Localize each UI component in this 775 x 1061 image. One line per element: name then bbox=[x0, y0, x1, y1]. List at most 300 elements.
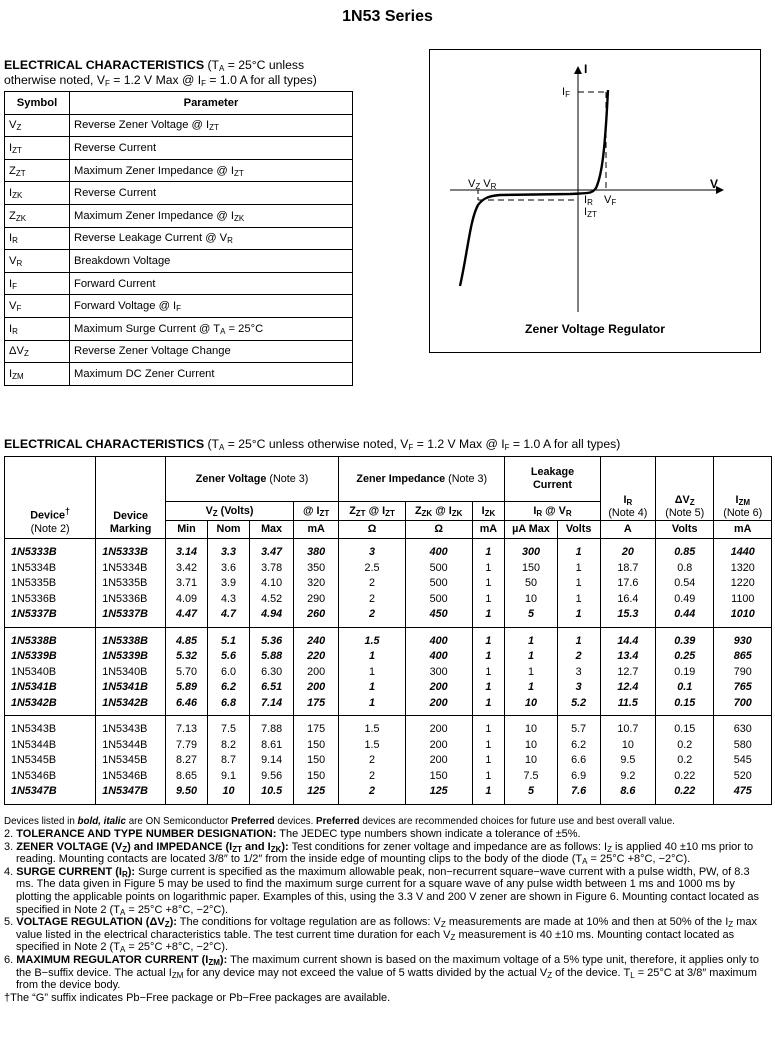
value-cell: 700 bbox=[714, 696, 772, 716]
value-cell: 350 bbox=[294, 561, 339, 577]
value-cell: 3.47 bbox=[250, 539, 294, 561]
value-cell: 1.5 bbox=[339, 716, 406, 738]
value-cell: 0.85 bbox=[656, 539, 714, 561]
symbol-parameter-table bbox=[4, 91, 353, 386]
value-cell: 10 bbox=[208, 784, 250, 804]
value-cell: 2 bbox=[339, 592, 406, 608]
unit-header: mA bbox=[294, 521, 339, 539]
value-cell: 6.9 bbox=[557, 769, 600, 785]
value-cell: 7.88 bbox=[250, 716, 294, 738]
value-cell: 1 bbox=[339, 696, 406, 716]
marking-cell: 1N5334B bbox=[96, 561, 166, 577]
marking-cell: 1N5338B bbox=[96, 627, 166, 649]
value-cell: 5.89 bbox=[165, 680, 207, 696]
i-axis-label: I bbox=[584, 62, 588, 76]
value-cell: 2.5 bbox=[339, 561, 406, 577]
marking-header: Device Marking bbox=[96, 457, 166, 539]
symbol-cell: $Z_{ZT}$ bbox=[5, 159, 70, 182]
value-cell: 240 bbox=[294, 627, 339, 649]
device-cell: 1N5342B bbox=[5, 696, 96, 716]
marking-cell: 1N5336B bbox=[96, 592, 166, 608]
value-cell: 200 bbox=[405, 738, 472, 754]
value-cell: 200 bbox=[294, 680, 339, 696]
value-cell: 1 bbox=[472, 784, 505, 804]
device-cell: 1N5341B bbox=[5, 680, 96, 696]
marking-cell: 1N5347B bbox=[96, 784, 166, 804]
device-cell: 1N5347B bbox=[5, 784, 96, 804]
symbol-cell: $I_R$ bbox=[5, 227, 70, 250]
symbol-row bbox=[5, 114, 353, 137]
unit-header: mA bbox=[714, 521, 772, 539]
ir-vr-header: $I_R$ @ $V_R$ bbox=[505, 502, 600, 521]
symbol-header: Symbol bbox=[5, 92, 70, 115]
value-cell: 9.1 bbox=[208, 769, 250, 785]
value-cell: 1 bbox=[557, 576, 600, 592]
value-cell: 0.22 bbox=[656, 769, 714, 785]
unit-header: A bbox=[600, 521, 655, 539]
value-cell: 1 bbox=[505, 627, 557, 649]
parameter-cell: Reverse Zener Voltage Change bbox=[70, 340, 353, 363]
value-cell: 765 bbox=[714, 680, 772, 696]
value-cell: 1 bbox=[472, 716, 505, 738]
marking-cell: 1N5346B bbox=[96, 769, 166, 785]
device-row bbox=[5, 592, 772, 608]
value-cell: 7.5 bbox=[208, 716, 250, 738]
page-title: 1N53 Series bbox=[342, 8, 433, 25]
value-cell: 2 bbox=[339, 576, 406, 592]
value-cell: 1 bbox=[472, 539, 505, 561]
value-cell: 11.5 bbox=[600, 696, 655, 716]
at-izt-header: @ $I_{ZT}$ bbox=[294, 502, 339, 521]
value-cell: 13.4 bbox=[600, 649, 655, 665]
value-cell: 12.4 bbox=[600, 680, 655, 696]
device-cell: 1N5345B bbox=[5, 753, 96, 769]
value-cell: 1 bbox=[339, 649, 406, 665]
device-row bbox=[5, 627, 772, 649]
value-cell: 200 bbox=[294, 665, 339, 681]
value-cell: 10 bbox=[505, 592, 557, 608]
leakage-current-header: Leakage Current bbox=[505, 457, 600, 502]
value-cell: 500 bbox=[405, 561, 472, 577]
value-cell: 125 bbox=[405, 784, 472, 804]
parameter-cell: Reverse Current bbox=[70, 137, 353, 160]
device-row bbox=[5, 680, 772, 696]
value-cell: 0.1 bbox=[656, 680, 714, 696]
value-cell: 6.6 bbox=[557, 753, 600, 769]
value-cell: 8.6 bbox=[600, 784, 655, 804]
device-cell: 1N5335B bbox=[5, 576, 96, 592]
symbol-row bbox=[5, 295, 353, 318]
value-cell: 15.3 bbox=[600, 607, 655, 627]
symbol-row bbox=[5, 340, 353, 363]
value-cell: 9.2 bbox=[600, 769, 655, 785]
marking-cell: 1N5337B bbox=[96, 607, 166, 627]
value-cell: 0.54 bbox=[656, 576, 714, 592]
device-cell: 1N5336B bbox=[5, 592, 96, 608]
value-cell: 2 bbox=[339, 769, 406, 785]
value-cell: 50 bbox=[505, 576, 557, 592]
value-cell: 10.5 bbox=[250, 784, 294, 804]
value-cell: 3.78 bbox=[250, 561, 294, 577]
value-cell: 1 bbox=[472, 769, 505, 785]
value-cell: 520 bbox=[714, 769, 772, 785]
izm-header: $I_{ZM}$ (Note 6) bbox=[714, 457, 772, 521]
value-cell: 1 bbox=[505, 680, 557, 696]
value-cell: 290 bbox=[294, 592, 339, 608]
value-cell: 500 bbox=[405, 576, 472, 592]
value-cell: 1320 bbox=[714, 561, 772, 577]
parameter-cell: Maximum DC Zener Current bbox=[70, 363, 353, 386]
symbol-row bbox=[5, 182, 353, 205]
value-cell: 8.7 bbox=[208, 753, 250, 769]
device-row bbox=[5, 784, 772, 804]
value-cell: 3.71 bbox=[165, 576, 207, 592]
note-4: 4. SURGE CURRENT $(I_R)$: Surge current is specified as the maximum allowable peak, non−recurrent square−wave current with a pulse width, PW, of 8.3 ms. The data given in Figure 5 may be used to find the maximum surge current for a square wave of any pulse width between 1 ms and 1000 ms by plotting the applicable points on logarithmic paper. Examples of this, using the 3.3 V and 200 V zener are shown in Figure 6. Mounting contact located as specified in Note 2 ($T_A = 25^\circ C +8^\circ C$, −2°C). bbox=[4, 865, 759, 917]
value-cell: 175 bbox=[294, 696, 339, 716]
device-cell: 1N5340B bbox=[5, 665, 96, 681]
value-cell: 3.9 bbox=[208, 576, 250, 592]
symbol-row bbox=[5, 204, 353, 227]
value-cell: 1 bbox=[557, 592, 600, 608]
value-cell: 200 bbox=[405, 696, 472, 716]
value-cell: 200 bbox=[405, 753, 472, 769]
value-cell: 2 bbox=[339, 607, 406, 627]
value-cell: 150 bbox=[405, 769, 472, 785]
value-cell: 7.6 bbox=[557, 784, 600, 804]
value-cell: 545 bbox=[714, 753, 772, 769]
symbol-cell: $V_F$ bbox=[5, 295, 70, 318]
note-2: 2. TOLERANCE AND TYPE NUMBER DESIGNATION: The JEDEC type numbers shown indicate a tolerance of ±5%. bbox=[4, 828, 581, 840]
note-3: 3. ZENER VOLTAGE $(V_Z)$ and IMPEDANCE ($I_{ZT}$ and $I_{ZK}$): Test conditions for zener voltage and impedance are as follows: $I_Z$ is applied 40 ±10 ms prior to reading. Mounting contacts are located 3/8″ to 1/2″ from the inside edge of mounting clips to the body of the diode ($T_A = 25^\circ C +8^\circ C$, −2°C). bbox=[4, 840, 754, 867]
value-cell: 9.5 bbox=[600, 753, 655, 769]
value-cell: 3 bbox=[557, 680, 600, 696]
value-cell: 10 bbox=[505, 738, 557, 754]
value-cell: 400 bbox=[405, 539, 472, 561]
value-cell: 1 bbox=[505, 665, 557, 681]
value-cell: 3.14 bbox=[165, 539, 207, 561]
value-cell: 5.6 bbox=[208, 649, 250, 665]
value-cell: 5 bbox=[505, 607, 557, 627]
unit-header: Nom bbox=[208, 521, 250, 539]
symbol-cell: $\Delta V_Z$ bbox=[5, 340, 70, 363]
value-cell: 865 bbox=[714, 649, 772, 665]
value-cell: 1 bbox=[557, 607, 600, 627]
value-cell: 7.13 bbox=[165, 716, 207, 738]
symbol-cell: $I_{ZK}$ bbox=[5, 182, 70, 205]
value-cell: 4.09 bbox=[165, 592, 207, 608]
device-row bbox=[5, 665, 772, 681]
value-cell: 3.3 bbox=[208, 539, 250, 561]
symbol-row bbox=[5, 272, 353, 295]
value-cell: 0.8 bbox=[656, 561, 714, 577]
marking-cell: 1N5340B bbox=[96, 665, 166, 681]
value-cell: 220 bbox=[294, 649, 339, 665]
device-cell: 1N5346B bbox=[5, 769, 96, 785]
value-cell: 1220 bbox=[714, 576, 772, 592]
value-cell: 7.5 bbox=[505, 769, 557, 785]
symbol-cell: $Z_{ZK}$ bbox=[5, 204, 70, 227]
value-cell: 150 bbox=[505, 561, 557, 577]
value-cell: 0.2 bbox=[656, 753, 714, 769]
value-cell: 1 bbox=[472, 607, 505, 627]
parameter-cell: Reverse Leakage Current @ $V_R$ bbox=[70, 227, 353, 250]
value-cell: 400 bbox=[405, 649, 472, 665]
value-cell: 8.2 bbox=[208, 738, 250, 754]
value-cell: 5.88 bbox=[250, 649, 294, 665]
device-cell: 1N5337B bbox=[5, 607, 96, 627]
device-cell: 1N5333B bbox=[5, 539, 96, 561]
symbol-row bbox=[5, 159, 353, 182]
value-cell: 1.5 bbox=[339, 738, 406, 754]
value-cell: 930 bbox=[714, 627, 772, 649]
value-cell: 8.27 bbox=[165, 753, 207, 769]
value-cell: 5.2 bbox=[557, 696, 600, 716]
value-cell: 1010 bbox=[714, 607, 772, 627]
symbol-cell: $I_{ZM}$ bbox=[5, 363, 70, 386]
value-cell: 10 bbox=[505, 716, 557, 738]
parameter-cell: Reverse Current bbox=[70, 182, 353, 205]
notes-section bbox=[4, 815, 770, 1004]
symbol-cell: $I_F$ bbox=[5, 272, 70, 295]
device-cell: 1N5344B bbox=[5, 738, 96, 754]
value-cell: 200 bbox=[405, 680, 472, 696]
value-cell: 7.79 bbox=[165, 738, 207, 754]
zener-voltage-header: Zener Voltage (Note 3) bbox=[165, 457, 338, 502]
symbol-cell: $I_{ZT}$ bbox=[5, 137, 70, 160]
dvz-header: $\Delta V_Z$ (Note 5) bbox=[656, 457, 714, 521]
value-cell: 200 bbox=[405, 716, 472, 738]
device-header: Device† (Note 2) bbox=[5, 457, 96, 539]
preferred-devices-note: Devices listed in bold, italic are ON Semiconductor Preferred devices. Preferred devices are recommended choices for future use and best overall value. bbox=[4, 816, 675, 827]
value-cell: 0.49 bbox=[656, 592, 714, 608]
value-cell: 630 bbox=[714, 716, 772, 738]
device-characteristics-heading: ELECTRICAL CHARACTERISTICS ($T_A = 25^\circ C$ unless otherwise noted, $V_F = 1.2$ V Max @ $I_F = 1.0$ A for all types) bbox=[4, 437, 621, 452]
value-cell: 0.44 bbox=[656, 607, 714, 627]
value-cell: 175 bbox=[294, 716, 339, 738]
device-row bbox=[5, 769, 772, 785]
symbol-cell: $V_Z$ bbox=[5, 114, 70, 137]
symbol-cell: $V_R$ bbox=[5, 250, 70, 273]
device-row bbox=[5, 607, 772, 627]
symbol-cell: $I_R$ bbox=[5, 317, 70, 340]
device-cell: 1N5334B bbox=[5, 561, 96, 577]
value-cell: 5.7 bbox=[557, 716, 600, 738]
zzt-header: $Z_{ZT}$ @ $I_{ZT}$ bbox=[339, 502, 406, 521]
value-cell: 580 bbox=[714, 738, 772, 754]
value-cell: 18.7 bbox=[600, 561, 655, 577]
unit-header: mA bbox=[472, 521, 505, 539]
parameter-cell: Forward Voltage @ $I_F$ bbox=[70, 295, 353, 318]
value-cell: 380 bbox=[294, 539, 339, 561]
value-cell: 10 bbox=[505, 753, 557, 769]
value-cell: 1 bbox=[472, 665, 505, 681]
parameter-cell: Maximum Zener Impedance @ $I_{ZT}$ bbox=[70, 159, 353, 182]
value-cell: 17.6 bbox=[600, 576, 655, 592]
value-cell: 16.4 bbox=[600, 592, 655, 608]
device-characteristics-table bbox=[4, 456, 772, 805]
value-cell: 4.10 bbox=[250, 576, 294, 592]
izk-header: $I_{ZK}$ bbox=[472, 502, 505, 521]
unit-header: Min bbox=[165, 521, 207, 539]
value-cell: 12.7 bbox=[600, 665, 655, 681]
value-cell: 6.46 bbox=[165, 696, 207, 716]
value-cell: 500 bbox=[405, 592, 472, 608]
value-cell: 5.70 bbox=[165, 665, 207, 681]
value-cell: 150 bbox=[294, 753, 339, 769]
value-cell: 1100 bbox=[714, 592, 772, 608]
value-cell: 1 bbox=[472, 592, 505, 608]
value-cell: 1 bbox=[339, 665, 406, 681]
unit-header: Ω bbox=[339, 521, 406, 539]
value-cell: 14.4 bbox=[600, 627, 655, 649]
marking-cell: 1N5333B bbox=[96, 539, 166, 561]
value-cell: 1 bbox=[472, 561, 505, 577]
graph-caption: Zener Voltage Regulator bbox=[525, 322, 665, 336]
value-cell: 1 bbox=[472, 696, 505, 716]
pb-free-note: †The “G” suffix indicates Pb−Free package or Pb−Free packages are available. bbox=[4, 991, 391, 1004]
value-cell: 400 bbox=[405, 627, 472, 649]
value-cell: 1 bbox=[472, 649, 505, 665]
marking-cell: 1N5341B bbox=[96, 680, 166, 696]
zener-characteristic-graph bbox=[429, 49, 761, 353]
value-cell: 7.14 bbox=[250, 696, 294, 716]
device-row bbox=[5, 696, 772, 716]
value-cell: 6.51 bbox=[250, 680, 294, 696]
vz-vr-label: $V_Z$ $V_R$ bbox=[468, 178, 497, 191]
value-cell: 3 bbox=[557, 665, 600, 681]
value-cell: 10 bbox=[505, 696, 557, 716]
parameter-cell: Forward Current bbox=[70, 272, 353, 295]
value-cell: 3 bbox=[339, 539, 406, 561]
value-cell: 2 bbox=[339, 784, 406, 804]
unit-header: Volts bbox=[656, 521, 714, 539]
marking-cell: 1N5344B bbox=[96, 738, 166, 754]
value-cell: 9.14 bbox=[250, 753, 294, 769]
unit-header: Ω bbox=[405, 521, 472, 539]
if-label: $I_F$ bbox=[562, 86, 570, 99]
value-cell: 0.22 bbox=[656, 784, 714, 804]
marking-cell: 1N5345B bbox=[96, 753, 166, 769]
value-cell: 1 bbox=[505, 649, 557, 665]
value-cell: 1.5 bbox=[339, 627, 406, 649]
value-cell: 5.32 bbox=[165, 649, 207, 665]
device-row bbox=[5, 561, 772, 577]
value-cell: 1 bbox=[557, 539, 600, 561]
value-cell: 1 bbox=[557, 627, 600, 649]
value-cell: 6.30 bbox=[250, 665, 294, 681]
device-cell: 1N5338B bbox=[5, 627, 96, 649]
value-cell: 320 bbox=[294, 576, 339, 592]
value-cell: 0.15 bbox=[656, 696, 714, 716]
symbol-row bbox=[5, 250, 353, 273]
device-row bbox=[5, 753, 772, 769]
value-cell: 3.6 bbox=[208, 561, 250, 577]
v-axis-label: V bbox=[710, 177, 719, 191]
value-cell: 10 bbox=[600, 738, 655, 754]
device-row bbox=[5, 649, 772, 665]
note-6: 6. MAXIMUM REGULATOR CURRENT $(I_{ZM})$: The maximum current shown is based on the maximum voltage of a 5% type unit, therefore, it applies only to the B−suffix device. The actual $I_{ZM}$ for any device may not exceed the value of 5 watts divided by the actual $V_Z$ of the device. $T_L = 25^\circ C$ at 3/8″ maximum from the device body. bbox=[4, 953, 759, 992]
value-cell: 0.39 bbox=[656, 627, 714, 649]
value-cell: 0.2 bbox=[656, 738, 714, 754]
device-row bbox=[5, 539, 772, 561]
value-cell: 5 bbox=[505, 784, 557, 804]
value-cell: 9.50 bbox=[165, 784, 207, 804]
marking-cell: 1N5343B bbox=[96, 716, 166, 738]
value-cell: 4.85 bbox=[165, 627, 207, 649]
device-cell: 1N5343B bbox=[5, 716, 96, 738]
unit-header: Max bbox=[250, 521, 294, 539]
value-cell: 8.65 bbox=[165, 769, 207, 785]
symbol-row bbox=[5, 227, 353, 250]
value-cell: 1 bbox=[472, 680, 505, 696]
value-cell: 3.42 bbox=[165, 561, 207, 577]
symbol-row bbox=[5, 363, 353, 386]
value-cell: 1 bbox=[472, 753, 505, 769]
symbol-row bbox=[5, 137, 353, 160]
device-row bbox=[5, 738, 772, 754]
value-cell: 4.47 bbox=[165, 607, 207, 627]
zzk-header: $Z_{ZK}$ @ $I_{ZK}$ bbox=[405, 502, 472, 521]
value-cell: 2 bbox=[339, 753, 406, 769]
value-cell: 4.94 bbox=[250, 607, 294, 627]
value-cell: 5.36 bbox=[250, 627, 294, 649]
value-cell: 450 bbox=[405, 607, 472, 627]
value-cell: 20 bbox=[600, 539, 655, 561]
value-cell: 0.19 bbox=[656, 665, 714, 681]
value-cell: 260 bbox=[294, 607, 339, 627]
value-cell: 6.2 bbox=[557, 738, 600, 754]
value-cell: 6.2 bbox=[208, 680, 250, 696]
value-cell: 4.52 bbox=[250, 592, 294, 608]
parameter-cell: Reverse Zener Voltage @ $I_{ZT}$ bbox=[70, 114, 353, 137]
value-cell: 1 bbox=[472, 627, 505, 649]
value-cell: 1 bbox=[557, 561, 600, 577]
parameter-cell: Breakdown Voltage bbox=[70, 250, 353, 273]
marking-cell: 1N5335B bbox=[96, 576, 166, 592]
value-cell: 475 bbox=[714, 784, 772, 804]
ir-header: $I_R$ (Note 4) bbox=[600, 457, 655, 521]
parameter-header: Parameter bbox=[70, 92, 353, 115]
value-cell: 2 bbox=[557, 649, 600, 665]
value-cell: 10.7 bbox=[600, 716, 655, 738]
value-cell: 150 bbox=[294, 769, 339, 785]
value-cell: 790 bbox=[714, 665, 772, 681]
ir-izt-label: $I_R$ $I_{ZT}$ bbox=[584, 194, 597, 219]
value-cell: 1440 bbox=[714, 539, 772, 561]
note-5: 5. VOLTAGE REGULATION $(\Delta V_Z)$: The conditions for voltage regulation are as follows: $V_Z$ measurements are made at 10% and then at 50% of the $I_Z$ max value listed in the electrical characteristics table. The test current time duration for each $V_Z$ measurement is 40 ±10 ms. Mounting contact located as specified in Note 2 ($T_A = 25^\circ C +8^\circ C$, −2°C). bbox=[4, 916, 758, 955]
unit-header: µA Max bbox=[505, 521, 557, 539]
value-cell: 6.8 bbox=[208, 696, 250, 716]
electrical-characteristics-heading: ELECTRICAL CHARACTERISTICS ($T_A = 25^\circ C$ unless otherwise noted, $V_F = 1.2$ V Max @ $I_F = 1.0$ A for all types) bbox=[4, 58, 317, 88]
marking-cell: 1N5342B bbox=[96, 696, 166, 716]
symbol-row bbox=[5, 317, 353, 340]
value-cell: 150 bbox=[294, 738, 339, 754]
value-cell: 1 bbox=[472, 738, 505, 754]
value-cell: 9.56 bbox=[250, 769, 294, 785]
value-cell: 4.7 bbox=[208, 607, 250, 627]
value-cell: 1 bbox=[339, 680, 406, 696]
device-row bbox=[5, 716, 772, 738]
vz-volts-header: $V_Z$ (Volts) bbox=[165, 502, 293, 521]
value-cell: 0.15 bbox=[656, 716, 714, 738]
unit-header: Volts bbox=[557, 521, 600, 539]
parameter-cell: Maximum Zener Impedance @ $I_{ZK}$ bbox=[70, 204, 353, 227]
value-cell: 4.3 bbox=[208, 592, 250, 608]
value-cell: 125 bbox=[294, 784, 339, 804]
vf-label: $V_F$ bbox=[604, 194, 617, 207]
parameter-cell: Maximum Surge Current @ $T_A = 25^\circ C$ bbox=[70, 317, 353, 340]
value-cell: 8.61 bbox=[250, 738, 294, 754]
